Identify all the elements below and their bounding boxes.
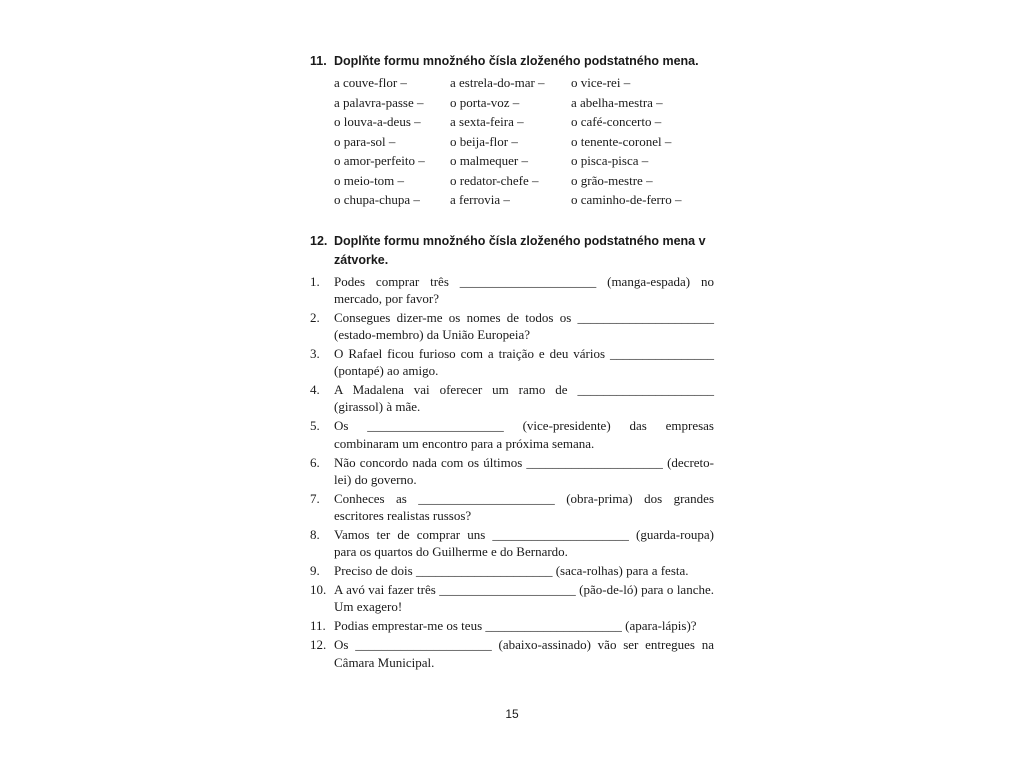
- word-item: a estrela-do-mar –: [450, 75, 545, 90]
- exercise-item: [310, 273, 714, 307]
- item-number: 5.: [310, 418, 320, 434]
- word-item: o louva-a-deus –: [334, 114, 421, 129]
- word-item: o meio-tom –: [334, 172, 405, 188]
- item-text: Podes comprar três _____________________ (manga-espada) no mercado, por favor?: [334, 273, 714, 306]
- item-number: 12.: [310, 637, 327, 653]
- item-number: 7.: [310, 490, 320, 506]
- word-item: o grão-mestre –: [571, 172, 653, 188]
- item-number: 1.: [310, 273, 320, 289]
- exercise-item: [310, 562, 714, 579]
- item-number: 9.: [310, 563, 320, 579]
- word-item: a couve-flor –: [334, 75, 407, 90]
- exercise-item: [310, 636, 714, 670]
- exercise-item: [310, 381, 714, 415]
- word-item: o malmequer –: [450, 153, 528, 168]
- item-text: Os _____________________ (abaixo-assinado) vão ser entregues na Câmara Municipal.: [334, 637, 714, 670]
- exercise-item: [310, 345, 714, 379]
- item-text: Vamos ter de comprar uns _____________________ (guarda-roupa) para os quartos do Guilherme e do Bernardo.: [334, 526, 714, 560]
- word-item: o vice-rei –: [571, 75, 631, 90]
- item-text: A avó vai fazer três _____________________ (pão-de-ló) para o lanche. Um exagero!: [334, 582, 714, 615]
- exercise-number: 12.: [310, 233, 328, 248]
- exercise-instruction: Doplňte formu množného čísla zloženého podstatného mena v zátvorke.: [334, 233, 706, 267]
- word-item: o para-sol –: [334, 133, 396, 149]
- item-number: 11.: [310, 618, 326, 634]
- item-number: 4.: [310, 382, 320, 398]
- exercise-item: [310, 617, 714, 634]
- word-item: o porta-voz –: [450, 94, 520, 110]
- item-text: A Madalena vai oferecer um ramo de _____________________ (girassol) à mãe.: [334, 382, 714, 415]
- word-item: a sexta-feira –: [450, 114, 524, 129]
- word-item: a abelha-mestra –: [571, 94, 663, 110]
- compound-noun-grid: [334, 73, 714, 210]
- exercise-item: [310, 454, 714, 488]
- exercise-item: [310, 417, 714, 451]
- exercise-instruction: Doplňte formu množného čísla zloženého podstatného mena.: [334, 54, 699, 68]
- item-text: Os _____________________ (vice-presidente) das empresas combinaram um encontro para a próxima semana.: [334, 418, 714, 451]
- exercise-item: [310, 309, 714, 343]
- word-item: a ferrovia –: [450, 192, 510, 207]
- page-number: 15: [505, 707, 519, 721]
- exercise-item: [310, 490, 714, 524]
- word-item: o chupa-chupa –: [334, 192, 420, 207]
- item-text: Podias emprestar-me os teus _____________________ (apara-lápis)?: [334, 618, 697, 634]
- exercise-item: [310, 581, 714, 615]
- item-number: 10.: [310, 582, 327, 598]
- item-text: Conheces as _____________________ (obra-prima) dos grandes escritores realistas russos?: [334, 490, 714, 523]
- word-item: o redator-chefe –: [450, 172, 539, 188]
- word-item: o café-concerto –: [571, 114, 662, 129]
- textbook-page: [310, 52, 714, 673]
- word-item: o caminho-de-ferro –: [571, 192, 682, 207]
- item-text: Consegues dizer-me os nomes de todos os _____________________ (estado-membro) da União Europeia?: [334, 309, 714, 342]
- item-number: 8.: [310, 526, 320, 542]
- word-item: o tenente-coronel –: [571, 133, 672, 149]
- item-number: 6.: [310, 454, 320, 470]
- word-item: o pisca-pisca –: [571, 153, 649, 168]
- exercise-12-heading: [310, 232, 714, 270]
- item-text: O Rafael ficou furioso com a traição e deu vários ________________ (pontapé) ao amigo.: [334, 345, 714, 379]
- exercise-12-items: [310, 273, 714, 671]
- word-item: o amor-perfeito –: [334, 153, 425, 168]
- item-text: Preciso de dois _____________________ (saca-rolhas) para a festa.: [334, 563, 689, 579]
- item-text: Não concordo nada com os últimos _____________________ (decreto-lei) do governo.: [334, 454, 714, 487]
- word-item: o beija-flor –: [450, 133, 518, 149]
- exercise-item: [310, 526, 714, 560]
- item-number: 2.: [310, 309, 320, 325]
- word-item: a palavra-passe –: [334, 94, 424, 110]
- exercise-number: 11.: [310, 54, 327, 68]
- exercise-11-heading: [310, 52, 714, 71]
- item-number: 3.: [310, 345, 320, 361]
